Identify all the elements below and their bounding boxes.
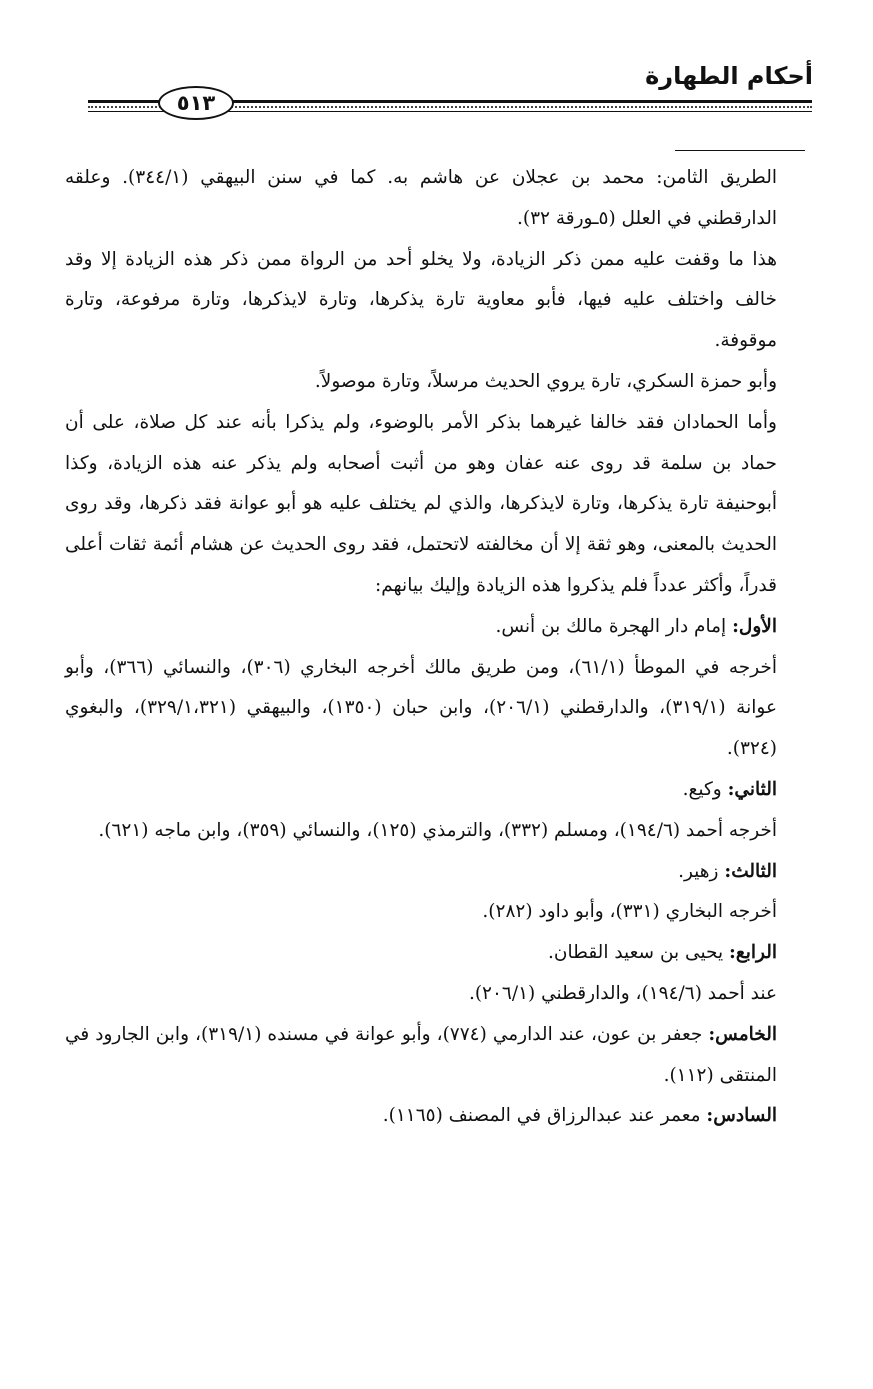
narrator-label: الخامس: — [708, 1023, 777, 1045]
continuation-rule — [675, 150, 805, 151]
takhrij-3: أخرجه البخاري (٣٣١)، وأبو داود (٢٨٢). — [482, 901, 777, 923]
takhrij-2: أخرجه أحمد (١٩٤/٦)، ومسلم (٣٣٢)، والترمذي (١٢٥)، والنسائي (٣٥٩)، وابن ماجه (٦٢١). — [98, 819, 777, 841]
narrator-3: الثالث: زهير. — [678, 860, 777, 882]
narrator-label: السادس: — [706, 1105, 777, 1127]
narrator-6: السادس: معمر عند عبدالرزاق في المصنف (١١٦٥). — [382, 1105, 777, 1127]
page-body — [65, 158, 807, 1137]
takhrij-4: عند أحمد (١٩٤/٦)، والدارقطني (٢٠٦/١). — [468, 982, 777, 1004]
book-title: أحكام الطهارة — [645, 62, 813, 90]
narrator-label: الثالث: — [724, 860, 777, 882]
page-header — [0, 0, 873, 130]
narrator-label: الرابع: — [729, 942, 777, 964]
narrator-label: الأول: — [732, 615, 777, 637]
narrator-label: الثاني: — [727, 778, 777, 800]
paragraph-2: هذا ما وقفت عليه ممن ذكر الزيادة، ولا يخلو أحد من الرواة ممن ذكر هذه الزيادة إلا وقد خالف واختلف عليه فيها، فأبو معاوية تارة يذكرها، وتارة لايذكرها، وتارة مرفوعة، وتارة موقوفة. — [65, 248, 777, 352]
page-number: ٥١٣ — [158, 86, 234, 120]
narrator-1: الأول: إمام دار الهجرة مالك بن أنس. — [495, 615, 777, 637]
paragraph-3: وأبو حمزة السكري، تارة يروي الحديث مرسلاً، وتارة موصولاً. — [314, 370, 777, 392]
takhrij-1: أخرجه في الموطأ (٦١/١)، ومن طريق مالك أخرجه البخاري (٣٠٦)، والنسائي (٣٦٦)، وأبو عوانة (٣١٩/١)، والدارقطني (٢٠٦/١)، وابن حبان (١٣٥٠)، والبيهقي (٣٢٩/١،٣٢١)، والبغوي (٣٢٤). — [65, 656, 778, 760]
paragraph-1: الطريق الثامن: محمد بن عجلان عن هاشم به. كما في سنن البيهقي (٣٤٤/١). وعلقه الدارقطني في العلل (٥ـورقة ٣٢). — [65, 167, 777, 229]
narrator-4: الرابع: يحيى بن سعيد القطان. — [548, 942, 777, 964]
narrator-5: الخامس: جعفر بن عون، عند الدارمي (٧٧٤)، وأبو عوانة في مسنده (٣١٩/١)، وابن الجارود في المنتقى (١١٢). — [65, 1023, 777, 1086]
paragraph-4: وأما الحمادان فقد خالفا غيرهما بذكر الأمر بالوضوء، ولم يذكرا بأنه عند كل صلاة، على أن حماد بن سلمة قد روى عنه عفان وهو من أثبت أصحابه ولم يذكر عنه هذه الزيادة، وكذا أبوحنيفة تارة يذكرها، وتارة لايذكرها، والذي لم يختلف عليه هو أبو عوانة فقد ذكرها، وقد روى الحديث بالمعنى، وهو ثقة إلا أن مخالفته لاتحتمل، فقد روى الحديث عن هشام أئمة ثقات أعلى قدراً، وأكثر عدداً فلم يذكروا هذه الزيادة وإليك بيانهم: — [65, 411, 777, 596]
narrator-2: الثاني: وكيع. — [682, 778, 777, 800]
